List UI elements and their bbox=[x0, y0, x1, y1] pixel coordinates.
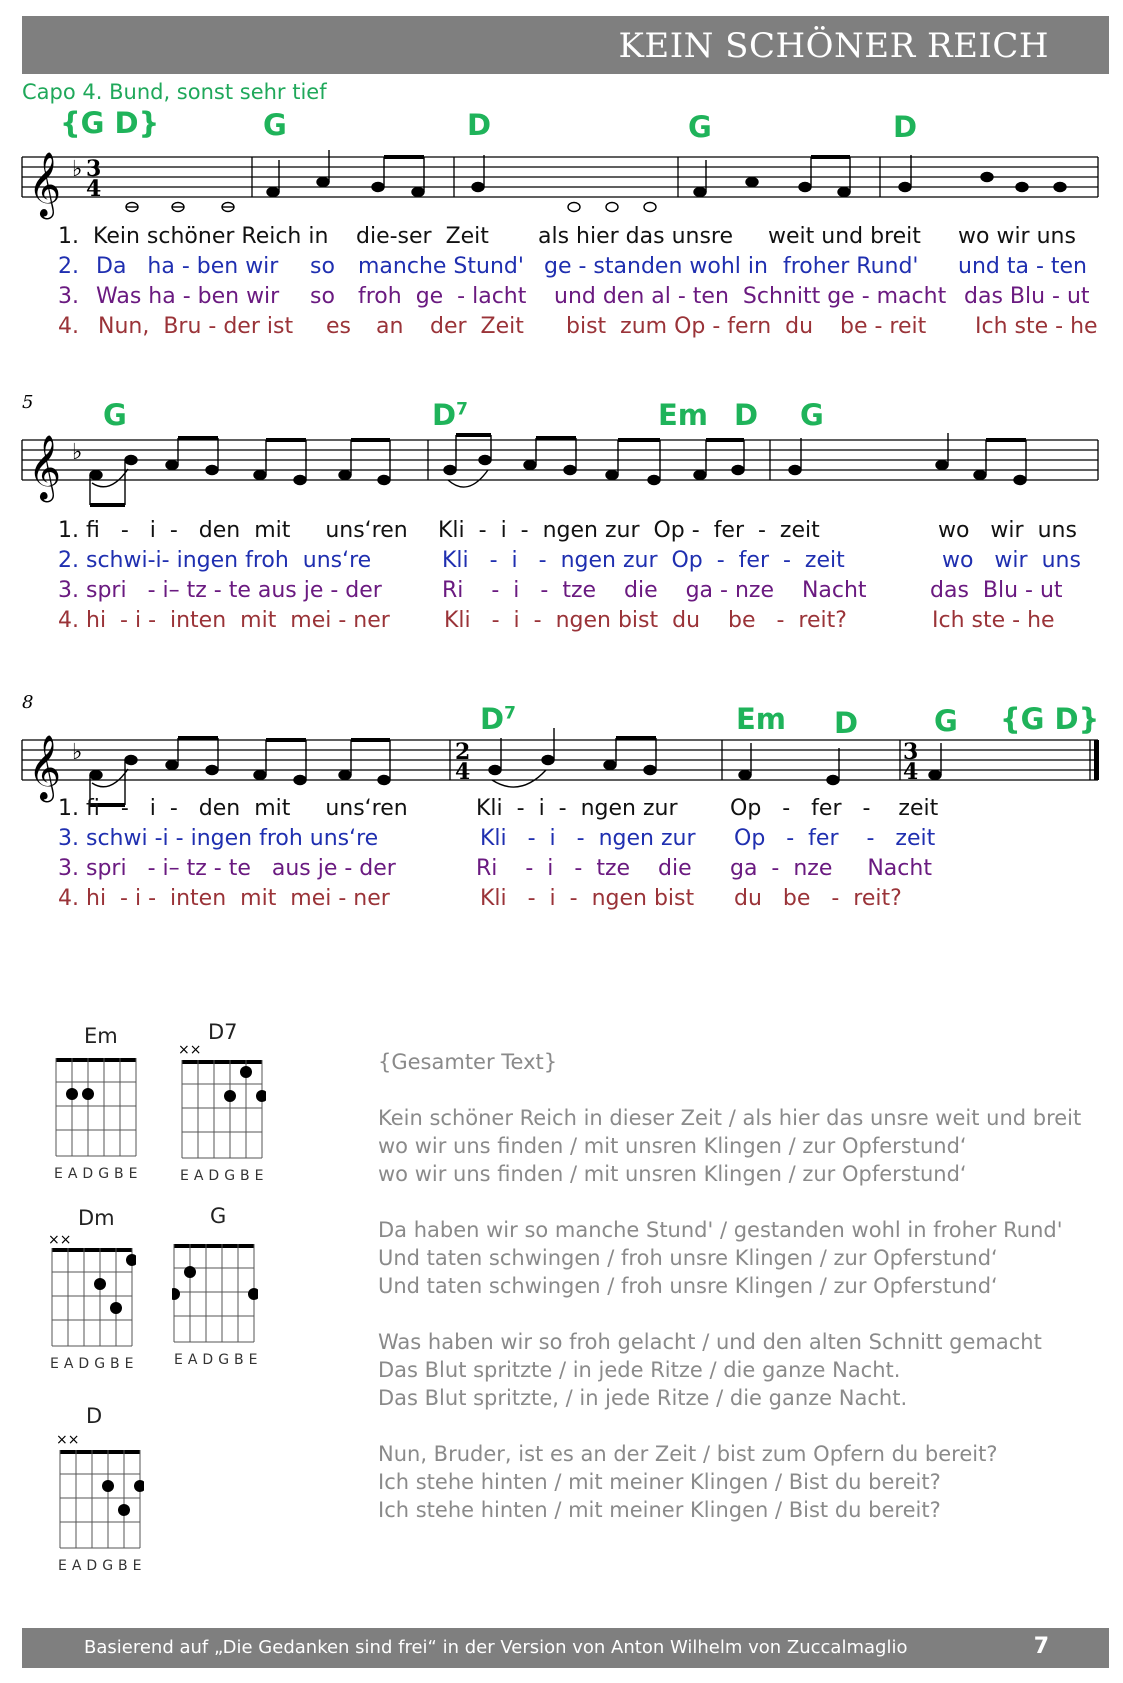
svg-text:3: 3 bbox=[903, 739, 919, 765]
chord-chart-name: Dm bbox=[78, 1206, 115, 1230]
page-header bbox=[22, 16, 1109, 74]
chord-label: G bbox=[800, 398, 824, 432]
lyrics-line-verse-3: 3. spri - i– tz - te aus je - der Ri - i - tze die ga - nze Nacht bbox=[58, 856, 932, 881]
lyrics-line-verse-3: 3. spri - i– tz - te aus je - der Ri - i - tze die ga - nze Nacht das Blu - ut bbox=[58, 578, 1063, 603]
lyrics-line-verse-1: 1. fi - i - den mit uns‘ren Kli - i - ngen zur Op - fer - zeit wo wir uns bbox=[58, 518, 1077, 543]
lyrics-line-verse-2: 2. Da ha - ben wir so manche Stund' ge - standen wohl in froher Rund' und ta - ten bbox=[58, 254, 1087, 279]
song-title: KEIN SCHÖNER REICH bbox=[618, 26, 1049, 66]
capo-note: Capo 4. Bund, sonst sehr tief bbox=[22, 80, 327, 104]
svg-text:4: 4 bbox=[86, 176, 102, 202]
chord-label: G bbox=[263, 108, 287, 142]
lyrics-line-verse-2: 3. schwi -i - ingen froh uns‘re Kli - i - ngen zur Op - fer - zeit bbox=[58, 826, 936, 851]
chord-chart-mutes: ×× bbox=[48, 1232, 72, 1248]
chord-label: Em bbox=[736, 702, 787, 736]
chord-label: D bbox=[893, 110, 918, 144]
svg-text:♭: ♭ bbox=[72, 157, 83, 182]
lyrics-line-verse-1: 1. fi - i - den mit uns‘ren Kli - i - ngen zur Op - fer - zeit bbox=[58, 796, 939, 821]
full-lyrics-text bbox=[378, 1048, 1081, 1552]
chord-label: $D^7$ bbox=[480, 702, 516, 736]
measure-number: 8 bbox=[22, 692, 34, 713]
full-text-verse-4: Nun, Bruder, ist es an der Zeit / bist zum Opfern du bereit? Ich stehe hinten / mit meiner Klingen / Bist du bereit? Ich stehe hinten / mit meiner Klingen / Bist du bereit? bbox=[378, 1442, 998, 1522]
svg-text:3: 3 bbox=[86, 156, 102, 182]
svg-text:𝄞: 𝄞 bbox=[28, 152, 62, 217]
svg-text:2: 2 bbox=[455, 739, 471, 765]
chord-chart-dm-diagram bbox=[50, 1246, 136, 1356]
svg-text:♭: ♭ bbox=[72, 440, 83, 465]
lyrics-line-verse-2: 2. schwi-i- ingen froh uns‘re Kli - i - ngen zur Op - fer - zeit wo wir uns bbox=[58, 548, 1081, 573]
chord-label: G bbox=[934, 704, 958, 738]
page-footer bbox=[22, 1628, 1109, 1668]
svg-text:𝄞: 𝄞 bbox=[28, 435, 62, 500]
lyrics-line-verse-4: 4. hi - i - inten mit mei - ner Kli - i - ngen bist du be - reit? Ich ste - he bbox=[58, 608, 1055, 633]
chord-chart-name: G bbox=[210, 1204, 227, 1228]
chord-chart-name: D bbox=[86, 1404, 103, 1428]
chord-chart-g-diagram bbox=[172, 1242, 258, 1352]
chord-label: $D^7$ bbox=[432, 398, 468, 432]
measure-number: 5 bbox=[22, 392, 34, 413]
chord-chart-name: Em bbox=[84, 1024, 118, 1048]
chord-label: D bbox=[734, 398, 759, 432]
chord-label: Em bbox=[658, 398, 709, 432]
chord-chart-strings: EADGBE bbox=[58, 1558, 147, 1574]
music-staff-2 bbox=[0, 413, 1123, 513]
svg-text:4: 4 bbox=[455, 759, 471, 785]
lyrics-line-verse-3: 3. Was ha - ben wir so froh ge - lacht und den al - ten Schnitt ge - macht das Blu - ut bbox=[58, 284, 1090, 309]
chord-chart-strings: EADGBE bbox=[54, 1166, 143, 1182]
chord-chart-name: D7 bbox=[208, 1020, 238, 1044]
chord-label: {G D} bbox=[1000, 702, 1100, 736]
chord-chart-mutes: ×× bbox=[178, 1042, 202, 1058]
chord-chart-d7-diagram bbox=[180, 1058, 266, 1168]
lyrics-line-verse-4: 4. hi - i - inten mit mei - ner Kli - i - ngen bist du be - reit? bbox=[58, 886, 902, 911]
page-number: 7 bbox=[1033, 1634, 1049, 1659]
chord-label: D bbox=[834, 706, 859, 740]
svg-text:4: 4 bbox=[903, 759, 919, 785]
chord-chart-strings: EADGBE bbox=[174, 1352, 263, 1368]
lyrics-line-verse-1: 1. Kein schöner Reich in die-ser Zeit als hier das unsre weit und breit wo wir uns bbox=[58, 224, 1076, 249]
full-text-verse-2: Da haben wir so manche Stund' / gestanden wohl in froher Rund' Und taten schwingen / froh unsre Klingen / zur Opferstund‘ Und taten schwingen / froh unsre Klingen / zur Opferstund‘ bbox=[378, 1218, 1063, 1298]
chord-chart-d-diagram bbox=[58, 1448, 144, 1558]
full-text-verse-1: Kein schöner Reich in dieser Zeit / als hier das unsre weit und breit wo wir uns finden / mit unsren Klingen / zur Opferstund‘ wo wir uns finden / mit unsren Klingen / zur Opferstund‘ bbox=[378, 1106, 1082, 1186]
svg-text:♭: ♭ bbox=[72, 740, 83, 765]
chord-label: G bbox=[103, 398, 127, 432]
chord-chart-strings: EADGBE bbox=[180, 1168, 269, 1184]
lyrics-line-verse-4: 4. Nun, Bru - der ist es an der Zeit bist zum Op - fern du be - reit Ich ste - he bbox=[58, 314, 1098, 339]
full-text-heading: {Gesamter Text} bbox=[378, 1050, 558, 1074]
chord-chart-strings: EADGBE bbox=[50, 1356, 139, 1372]
full-text-verse-3: Was haben wir so froh gelacht / und den alten Schnitt gemacht Das Blut spritzte / in jede Ritze / die ganze Nacht. Das Blut spritzte, / in jede Ritze / die ganze Nacht. bbox=[378, 1330, 1042, 1410]
chord-chart-em-diagram bbox=[54, 1056, 140, 1166]
footer-source-note: Basierend auf „Die Gedanken sind frei“ in der Version von Anton Wilhelm von Zuccalmaglio bbox=[84, 1637, 908, 1658]
chord-chart-mutes: ×× bbox=[56, 1432, 80, 1448]
chord-label: {G D} bbox=[60, 106, 160, 140]
svg-text:𝄞: 𝄞 bbox=[28, 735, 62, 800]
chord-label: D bbox=[467, 108, 492, 142]
chord-label: G bbox=[688, 110, 712, 144]
